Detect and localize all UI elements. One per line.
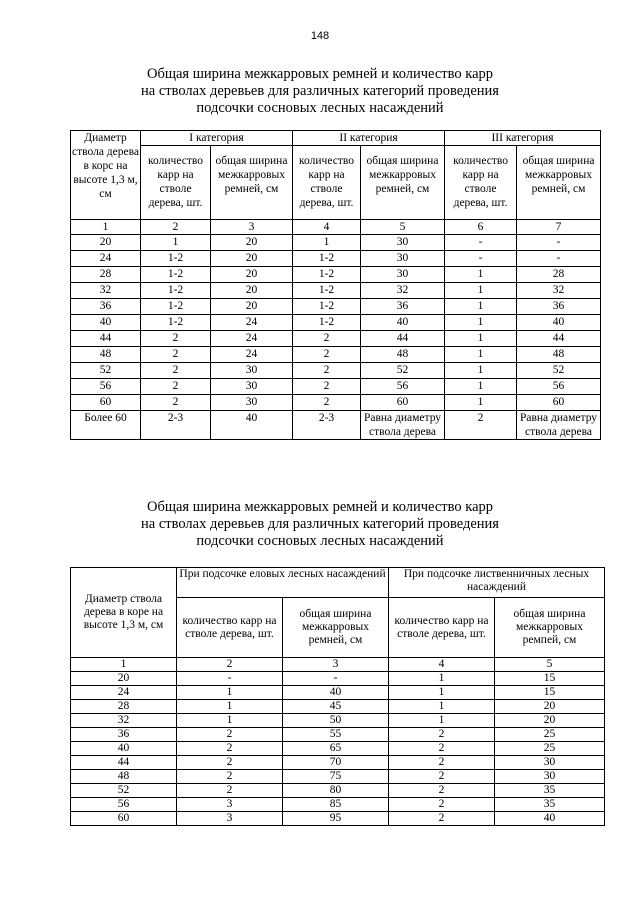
table2-row-cell: 3 xyxy=(177,798,283,812)
table1-row-cell: 56 xyxy=(361,379,445,395)
table1-col-number: 3 xyxy=(211,220,293,235)
table1-row-cell: 60 xyxy=(517,395,601,411)
table1-row-cell: 1 xyxy=(445,395,517,411)
table2-row-cell: 1 xyxy=(177,686,283,700)
table2-col0-header: Диаметр ствола дерева в коре на высоте 1,3 м, см xyxy=(71,568,177,658)
table1-row-cell: 32 xyxy=(361,283,445,299)
table1-row xyxy=(71,395,601,411)
table1-row-cell: Равна диаметру ствола дерева xyxy=(517,411,601,440)
table1-row-cell: 44 xyxy=(361,331,445,347)
table2-row-cell: 2 xyxy=(389,742,495,756)
table1-row-cell: 36 xyxy=(517,299,601,315)
table1-row-cell: 2 xyxy=(293,347,361,363)
table2-row-cell: 2 xyxy=(389,784,495,798)
table1-sub-header: общая ширина межкарровых ремней, см xyxy=(211,146,293,220)
table1-row-cell: 1-2 xyxy=(293,299,361,315)
table1-row-cell: 48 xyxy=(517,347,601,363)
table2-row-cell: 40 xyxy=(283,686,389,700)
table1-row-cell: - xyxy=(517,251,601,267)
table1-row-cell: 2-3 xyxy=(293,411,361,440)
table1-col0-header: Диаметр ствола дерева в корс на высоте 1,3 м, см xyxy=(71,131,141,220)
table2-row-cell: 1 xyxy=(389,700,495,714)
table1-sub-header: количество карр на стволе дерева, шт. xyxy=(293,146,361,220)
table2-row-cell: 30 xyxy=(495,770,605,784)
table1-row xyxy=(71,379,601,395)
table2-row xyxy=(71,700,605,714)
table2-row-cell: 28 xyxy=(71,700,177,714)
table2-row-cell: 2 xyxy=(389,812,495,826)
table1-row-cell: 1-2 xyxy=(141,283,211,299)
table1-row-cell: 1 xyxy=(293,235,361,251)
table2-row xyxy=(71,672,605,686)
table1-row-cell: 30 xyxy=(361,235,445,251)
table1-row-cell: 1-2 xyxy=(141,267,211,283)
table1-row xyxy=(71,363,601,379)
table1-row-cell: 20 xyxy=(211,267,293,283)
table1-row-cell: - xyxy=(517,235,601,251)
table1-row-cell: 48 xyxy=(71,347,141,363)
table2-row-cell: 25 xyxy=(495,742,605,756)
table2-row xyxy=(71,784,605,798)
table1-col-number: 5 xyxy=(361,220,445,235)
table2-row-cell: 32 xyxy=(71,714,177,728)
table1-category-header: II категория xyxy=(293,131,445,146)
table1-row-cell: 2 xyxy=(141,395,211,411)
table2-row xyxy=(71,742,605,756)
table1-row-cell: 36 xyxy=(361,299,445,315)
table1-row-cell: 28 xyxy=(517,267,601,283)
table2-row-cell: 36 xyxy=(71,728,177,742)
table1-row-cell: 20 xyxy=(211,235,293,251)
table2-row-cell: 85 xyxy=(283,798,389,812)
table1-row-cell: 2 xyxy=(293,331,361,347)
table1-row xyxy=(71,315,601,331)
table1-row-cell: 20 xyxy=(211,283,293,299)
table1-row-cell: 20 xyxy=(211,251,293,267)
table2-row-cell: 44 xyxy=(71,756,177,770)
table2-row-cell: 15 xyxy=(495,672,605,686)
table1-row-cell: 30 xyxy=(211,395,293,411)
table2-col-number: 1 xyxy=(71,658,177,672)
table1-row-cell: 1-2 xyxy=(141,315,211,331)
table1-row-cell: - xyxy=(445,251,517,267)
table1-row-cell: 40 xyxy=(361,315,445,331)
table1-row-cell: 2 xyxy=(141,347,211,363)
table1-row-cell: 2 xyxy=(293,379,361,395)
table2-row-cell: 1 xyxy=(177,714,283,728)
table2-row-cell: 2 xyxy=(389,728,495,742)
table2-row-cell: 70 xyxy=(283,756,389,770)
table2-row-cell: 15 xyxy=(495,686,605,700)
table2-row xyxy=(71,812,605,826)
table1-number-row xyxy=(71,220,601,235)
table1-row-cell: 48 xyxy=(361,347,445,363)
page-number: 148 xyxy=(310,30,330,42)
table1-row-cell: 32 xyxy=(71,283,141,299)
table1-row-cell: 20 xyxy=(71,235,141,251)
table2-row-cell: 95 xyxy=(283,812,389,826)
table1-row xyxy=(71,235,601,251)
table1-row-cell: 60 xyxy=(71,395,141,411)
table1-row-cell: 2 xyxy=(141,379,211,395)
table2-row-cell: 2 xyxy=(177,742,283,756)
table2-row-cell: 1 xyxy=(389,714,495,728)
table1-col-number: 6 xyxy=(445,220,517,235)
table2-row xyxy=(71,756,605,770)
table2-row-cell: 2 xyxy=(177,728,283,742)
table2-sub-header: общая ширина межкарровых ремней, см xyxy=(283,598,389,658)
table2-row-cell: 50 xyxy=(283,714,389,728)
table1-row xyxy=(71,331,601,347)
table1-category-header: III категория xyxy=(445,131,601,146)
table1-row-cell: 36 xyxy=(71,299,141,315)
table1-title-line: подсочки сосновых лесных насаждений xyxy=(196,100,444,116)
table2-row-cell: 2 xyxy=(177,784,283,798)
table1-row-cell: 30 xyxy=(361,267,445,283)
table2-row-cell: 1 xyxy=(389,672,495,686)
table2-row-cell: 35 xyxy=(495,798,605,812)
table1-row-cell: 2 xyxy=(445,411,517,440)
table1-row-cell: 1-2 xyxy=(141,299,211,315)
table2-group-header: При подсочке еловых лесных насаждений xyxy=(177,568,389,598)
table1-row xyxy=(71,347,601,363)
table1-row-cell: 52 xyxy=(361,363,445,379)
table2-title-line: Общая ширина межкарровых ремней и количество карр xyxy=(146,499,494,515)
table2-row-cell: 55 xyxy=(283,728,389,742)
table2-row-cell: 35 xyxy=(495,784,605,798)
table1-row-cell: 44 xyxy=(71,331,141,347)
table2-row-cell: 20 xyxy=(71,672,177,686)
table1-category-header: I категория xyxy=(141,131,293,146)
table2-row xyxy=(71,798,605,812)
table1-title xyxy=(0,66,640,117)
table2-col-number: 5 xyxy=(495,658,605,672)
table2-row xyxy=(71,686,605,700)
table2-row-cell: 56 xyxy=(71,798,177,812)
table1-row-cell: Равна диаметру ствола дерева xyxy=(361,411,445,440)
table1-row-cell: Более 60 xyxy=(71,411,141,440)
table2-row-cell: 20 xyxy=(495,714,605,728)
table1-row-cell: 52 xyxy=(71,363,141,379)
table2-row-cell: 40 xyxy=(71,742,177,756)
table1-row-cell: 32 xyxy=(517,283,601,299)
table2-title-line: подсочки сосновых лесных насаждений xyxy=(196,533,444,549)
table2-row-cell: 65 xyxy=(283,742,389,756)
table2-sub-header: общая ширина межкарровых ремпей, см xyxy=(495,598,605,658)
table1-row-cell: 1-2 xyxy=(293,267,361,283)
table1-row-cell: 2 xyxy=(141,331,211,347)
table1-row-cell: 24 xyxy=(211,315,293,331)
table2-row-cell: 80 xyxy=(283,784,389,798)
table1-row-cell: 1 xyxy=(445,315,517,331)
table1-sub-header: общая ширина межкарровых ремней, см xyxy=(517,146,601,220)
table1-row-cell: 30 xyxy=(361,251,445,267)
table1-sub-header: количество карр на стволе дерева, шт. xyxy=(141,146,211,220)
table1-col-number: 4 xyxy=(293,220,361,235)
table1-row-cell: 2 xyxy=(293,395,361,411)
table2-row-cell: 2 xyxy=(389,770,495,784)
table2-row-cell: 24 xyxy=(71,686,177,700)
table1-title-line: на стволах деревьев для различных категорий проведения xyxy=(141,83,499,99)
table2-row-cell: - xyxy=(283,672,389,686)
table1-row-cell: 56 xyxy=(71,379,141,395)
table1-sub-header: общая ширина межкарровых ремней, см xyxy=(361,146,445,220)
table1-row-cell: 24 xyxy=(71,251,141,267)
table2-group-header: При подсочке лиственничных лесных насаждений xyxy=(389,568,605,598)
table2-row-cell: 25 xyxy=(495,728,605,742)
table1-row-cell: 30 xyxy=(211,379,293,395)
table1-title-line: Общая ширина межкарровых ремней и количество карр xyxy=(146,66,494,82)
table2-row-cell: 30 xyxy=(495,756,605,770)
table2-row-cell: 1 xyxy=(389,686,495,700)
table2-row-cell: 40 xyxy=(495,812,605,826)
table1-row-cell: 1 xyxy=(445,267,517,283)
table2-row xyxy=(71,728,605,742)
table1-col-number: 1 xyxy=(71,220,141,235)
table1-row-cell: 60 xyxy=(361,395,445,411)
table2-row-cell: 1 xyxy=(177,700,283,714)
table2-row-cell: 2 xyxy=(177,770,283,784)
table2-col-number: 4 xyxy=(389,658,495,672)
table2-row-cell: 2 xyxy=(389,798,495,812)
table2-row-cell: 2 xyxy=(177,756,283,770)
table1-row-cell: 1 xyxy=(141,235,211,251)
table2-row-cell: - xyxy=(177,672,283,686)
table1-row-cell: 1 xyxy=(445,379,517,395)
table1-row-cell: 44 xyxy=(517,331,601,347)
table1 xyxy=(70,130,601,440)
table1-row-cell: 1 xyxy=(445,283,517,299)
table1-sub-header: количество карр на стволе дерева, шт. xyxy=(445,146,517,220)
table2-title-line: на стволах деревьев для различных категорий проведения xyxy=(141,516,499,532)
table1-row-cell: 1-2 xyxy=(141,251,211,267)
table1-row-cell: 2 xyxy=(293,363,361,379)
table1-row-cell: 1 xyxy=(445,347,517,363)
table2-row-cell: 20 xyxy=(495,700,605,714)
table2-title xyxy=(0,499,640,550)
table2-sub-header: количество карр на стволе дерева, шт. xyxy=(389,598,495,658)
table2-row-cell: 45 xyxy=(283,700,389,714)
table1-row-cell: 1 xyxy=(445,363,517,379)
table1-row-cell: 2-3 xyxy=(141,411,211,440)
table1-row-cell: 30 xyxy=(211,363,293,379)
table1-row-cell: - xyxy=(445,235,517,251)
table1-row-cell: 52 xyxy=(517,363,601,379)
table1-row xyxy=(71,411,601,440)
table1-row-cell: 40 xyxy=(211,411,293,440)
table1-row-cell: 24 xyxy=(211,331,293,347)
table2-row-cell: 48 xyxy=(71,770,177,784)
table2-row-cell: 2 xyxy=(389,756,495,770)
table2-row-cell: 75 xyxy=(283,770,389,784)
table1-row-cell: 1 xyxy=(445,299,517,315)
table2-row xyxy=(71,714,605,728)
table1-row xyxy=(71,267,601,283)
table1-row-cell: 1-2 xyxy=(293,251,361,267)
table1-row xyxy=(71,251,601,267)
table1-row-cell: 20 xyxy=(211,299,293,315)
table1-row-cell: 40 xyxy=(71,315,141,331)
table1-row xyxy=(71,283,601,299)
table1-row-cell: 1 xyxy=(445,331,517,347)
table1-row-cell: 24 xyxy=(211,347,293,363)
table2-number-row xyxy=(71,658,605,672)
table1-row-cell: 1-2 xyxy=(293,315,361,331)
table2-row-cell: 60 xyxy=(71,812,177,826)
table1-row-cell: 56 xyxy=(517,379,601,395)
table2-row-cell: 3 xyxy=(177,812,283,826)
table2-row-cell: 52 xyxy=(71,784,177,798)
table2-sub-header: количество карр на стволе дерева, шт. xyxy=(177,598,283,658)
table1-row-cell: 2 xyxy=(141,363,211,379)
table1-row-cell: 40 xyxy=(517,315,601,331)
table1-row-cell: 1-2 xyxy=(293,283,361,299)
table2-col-number: 2 xyxy=(177,658,283,672)
table1-col-number: 2 xyxy=(141,220,211,235)
table2-col-number: 3 xyxy=(283,658,389,672)
table1-col-number: 7 xyxy=(517,220,601,235)
table1-row xyxy=(71,299,601,315)
table2 xyxy=(70,567,605,826)
table2-row xyxy=(71,770,605,784)
table1-row-cell: 28 xyxy=(71,267,141,283)
